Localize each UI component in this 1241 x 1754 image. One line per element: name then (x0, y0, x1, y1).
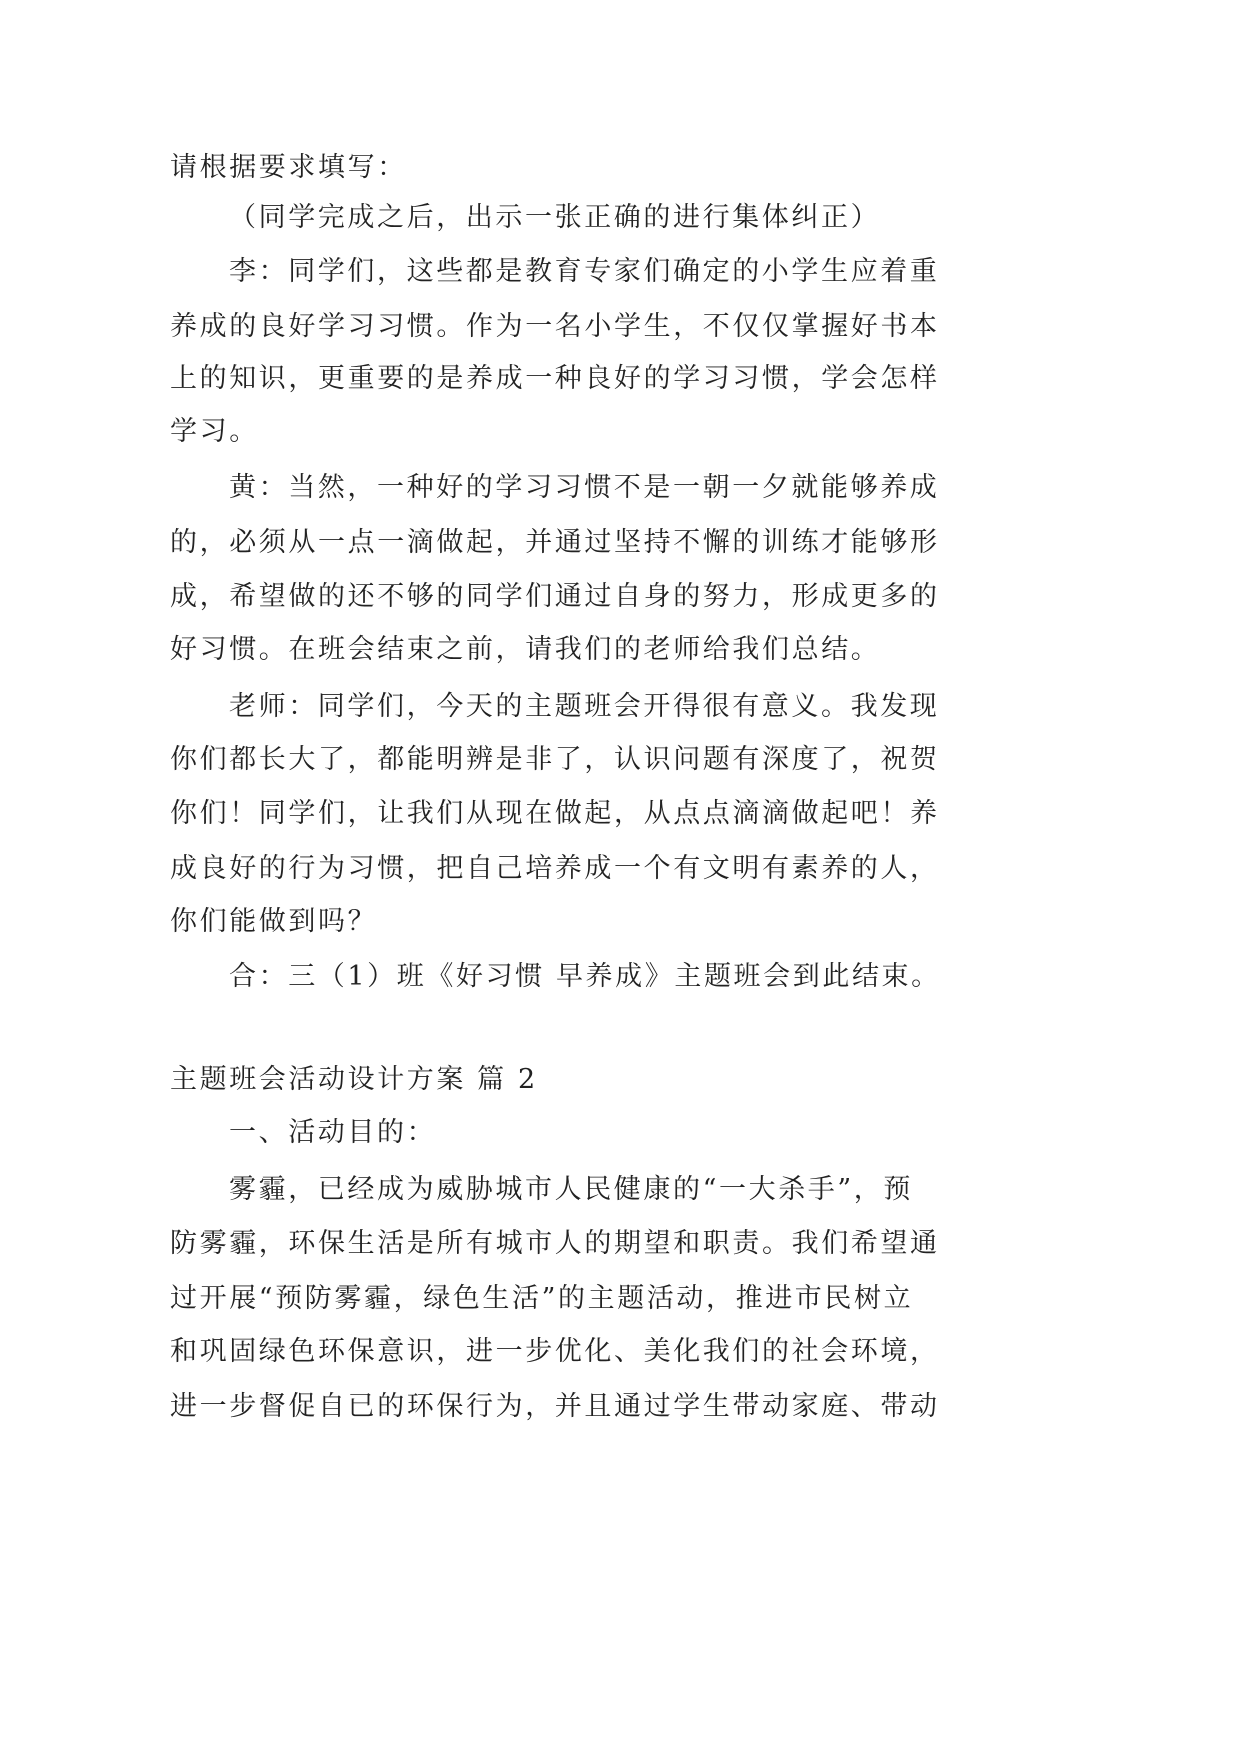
text-line: 学习。 (170, 416, 259, 447)
text-line: 李：同学们，这些都是教育专家们确定的小学生应着重 (229, 256, 940, 287)
text-line: 进一步督促自已的环保行为，并且通过学生带动家庭、带动 (170, 1391, 940, 1422)
text-line: 一、活动目的： (229, 1117, 437, 1148)
text-line: 好习惯。在班会结束之前，请我们的老师给我们总结。 (170, 634, 881, 665)
text-line: 雾霾，已经成为威胁城市人民健康的“一大杀手”，预 (229, 1174, 914, 1205)
text-line: 防雾霾，环保生活是所有城市人的期望和职责。我们希望通 (170, 1228, 940, 1259)
text-line: 老师：同学们，今天的主题班会开得很有意义。我发现 (229, 691, 940, 722)
text-line: 过开展“预防雾霾，绿色生活”的主题活动，推进市民树立 (170, 1283, 914, 1314)
text-line: 和巩固绿色环保意识，进一步优化、美化我们的社会环境， (170, 1336, 940, 1367)
text-line: 黄：当然，一种好的学习习惯不是一朝一夕就能够养成 (229, 472, 940, 503)
text-line: 养成的良好学习习惯。作为一名小学生，不仅仅掌握好书本 (170, 311, 940, 342)
text-line: 成，希望做的还不够的同学们通过自身的努力，形成更多的 (170, 581, 940, 612)
section-heading: 主题班会活动设计方案 篇 2 (170, 1064, 538, 1095)
text-line: 你们都长大了，都能明辨是非了，认识问题有深度了，祝贺 (170, 744, 940, 775)
text-line: 合：三（1）班《好习惯 早养成》主题班会到此结束。 (229, 961, 941, 992)
text-line: 成良好的行为习惯，把自己培养成一个有文明有素养的人， (170, 853, 940, 884)
text-line: 请根据要求填写： (170, 152, 407, 183)
text-line: （同学完成之后，出示一张正确的进行集体纠正） (229, 202, 881, 233)
text-line: 上的知识，更重要的是养成一种良好的学习习惯，学会怎样 (170, 363, 940, 394)
text-line: 你们能做到吗？ (170, 906, 378, 937)
text-line: 你们！同学们，让我们从现在做起，从点点滴滴做起吧！养 (170, 798, 940, 829)
text-line: 的，必须从一点一滴做起，并通过坚持不懈的训练才能够形 (170, 527, 940, 558)
